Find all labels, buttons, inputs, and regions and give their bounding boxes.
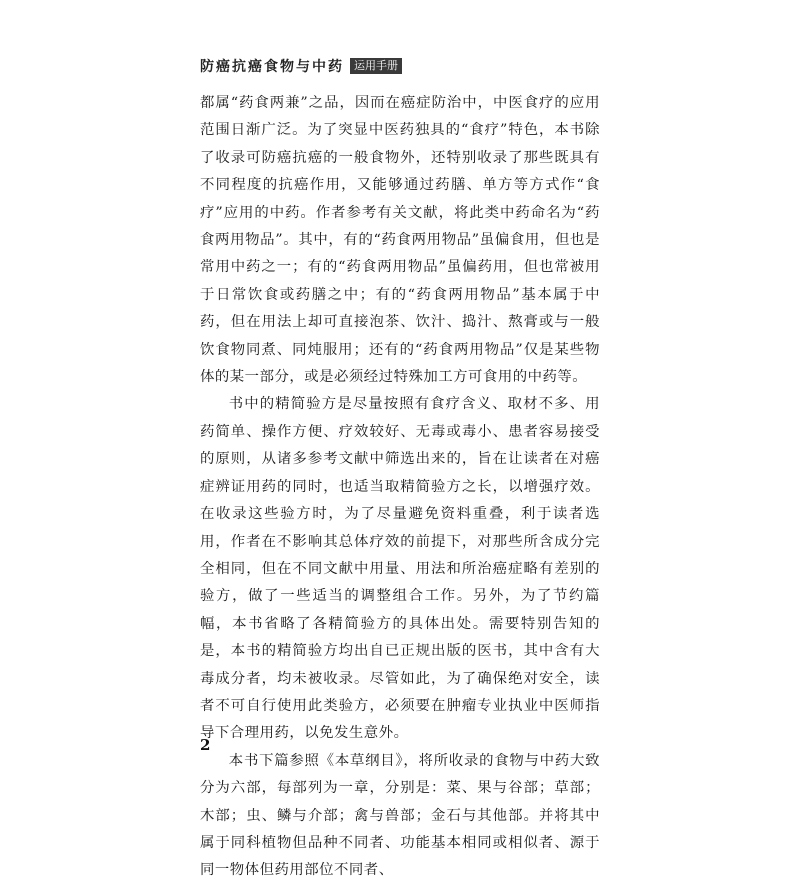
body-text	[200, 90, 600, 885]
book-title: 防癌抗癌食物与中药	[200, 59, 344, 75]
paragraph-continued: 都属“药食两兼”之品，因而在癌症防治中，中医食疗的应用范围日渐广泛。为了突显中医药独具的“食疗”特色，本书除了收录可防癌抗癌的一般食物外，还特别收录了那些既具有不同程度的抗癌作用，又能够通过药膳、单方等方式作“食疗”应用的中药。作者参考有关文献，将此类中药命名为“药食两用物品”。其中，有的“药食两用物品”虽偏食用，但也是常用中药之一；有的“药食两用物品”虽偏药用，但也常被用于日常饮食或药膳之中；有的“药食两用物品”基本属于中药，但在用法上却可直接泡茶、饮汁、捣汁、熬膏或与一般饮食物同煮、同炖服用；还有的“药食两用物品”仅是某些物体的某一部分，或是必须经过特殊加工方可食用的中药等。	[200, 95, 600, 386]
paragraph: 书中的精简验方是尽量按照有食疗含义、取材不多、用药简单、操作方便、疗效较好、无毒或毒小、患者容易接受的原则，从诸多参考文献中筛选出来的，旨在让读者在对癌症辨证用药的同时，也适当取精简验方之长，以增强疗效。在收录这些验方时，为了尽量避免资料重叠，利于读者选用，作者在不影响其总体疗效的前提下，对那些所含成分完全相同，但在不同文献中用量、用法和所治癌症略有差别的验方，做了一些适当的调整组合工作。另外，为了节约篇幅，本书省略了各精简验方的具体出处。需要特别告知的是，本书的精简验方均出自已正规出版的医书，其中含有大毒成分者，均未被收录。尽管如此，为了确保绝对安全，读者不可自行使用此类验方，必须要在肿瘤专业执业中医师指导下合理用药，以免发生意外。	[200, 396, 600, 742]
page-number: 2	[200, 736, 211, 754]
paragraph: 本书下篇参照《本草纲目》，将所收录的食物与中药大致分为六部，每部列为一章，分别是：菜、果与谷部；草部；木部；虫、鳞与介部；禽与兽部；金石与其他部。并将其中属于同科植物但品种不同者、功能基本相同或相似者、源于同一物体但药用部位不同者、	[200, 752, 600, 879]
running-header	[200, 56, 402, 76]
book-subtitle-tag: 运用手册	[350, 58, 402, 74]
